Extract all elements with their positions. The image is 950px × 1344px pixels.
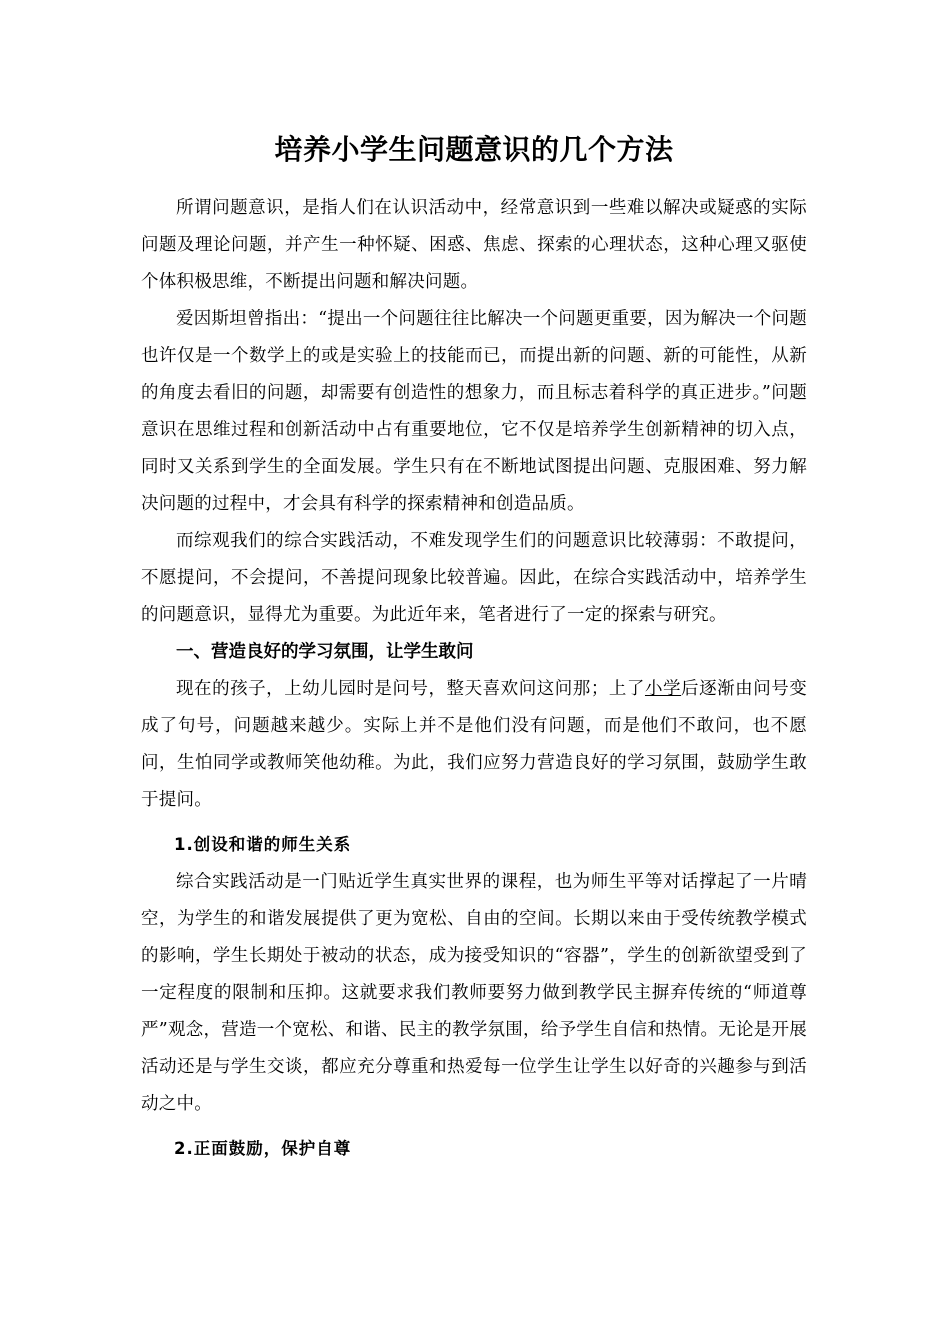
document-title: 培养小学生问题意识的几个方法 [274, 133, 674, 166]
paragraph-text-after-link: 后逐渐由问号变成了句号，问题越来越少。实际上并不是他们没有问题，而是他们不敢问，也不愿问，生怕同学或教师笑他幼稚。为此，我们应努力营造良好的学习氛围，鼓励学生敢于提问。 [141, 679, 808, 810]
paragraph-einstein-quote: 爱因斯坦曾指出：“提出一个问题往往比解决一个问题更重要，因为解决一个问题也许仅是一个数学上的或是实验上的技能而已，而提出新的问题、新的可能性，从新的角度去看旧的问题，却需要有创造性的想象力，而且标志着科学的真正进步。”问题意识在思维过程和创新活动中占有重要地位，它不仅是培养学生创新精神的切入点，同时又关系到学生的全面发展。学生只有在不断地试图提出问题、克服困难、努力解决问题的过程中，才会具有科学的探索精神和创造品质。 [141, 309, 807, 514]
paragraph-children-questions [141, 671, 807, 819]
paragraph-definition: 所谓问题意识，是指人们在认识活动中，经常意识到一些难以解决或疑惑的实际问题及理论问题，并产生一种怀疑、困惑、焦虑、探索的心理状态，这种心理又驱使个体积极思维，不断提出问题和解决问题。 [141, 198, 807, 292]
paragraph-teacher-student-relationship: 综合实践活动是一门贴近学生真实世界的课程，也为师生平等对话撑起了一片晴空，为学生的和谐发展提供了更为宽松、自由的空间。长期以来由于受传统教学模式的影响，学生长期处于被动的状态，成为接受知识的“容器”，学生的创新欲望受到了一定程度的限制和压抑。这就要求我们教师要努力做到教学民主摒弃传统的“师道尊严”观念，营造一个宽松、和谐、民主的教学氛围，给予学生自信和热情。无论是开展活动还是与学生交谈，都应充分尊重和热爱每一位学生让学生以好奇的兴趣参与到活动之中。 [141, 872, 807, 1114]
paragraph-text-before-link: 现在的孩子，上幼儿园时是问号，整天喜欢问这问那；上了 [176, 679, 645, 699]
section-heading-1: 一、营造良好的学习氛围，让学生敢问 [176, 642, 474, 662]
subsection-heading-2: 2.正面鼓励，保护自尊 [174, 1139, 352, 1158]
paragraph-current-situation: 而综观我们的综合实践活动，不难发现学生们的问题意识比较薄弱：不敢提问，不愿提问，不会提问，不善提问现象比较普遍。因此，在综合实践活动中，培养学生的问题意识，显得尤为重要。为此近年来，笔者进行了一定的探索与研究。 [141, 531, 807, 625]
subsection-heading-1: 1.创设和谐的师生关系 [174, 835, 352, 854]
document-body [141, 128, 807, 1168]
primary-school-link[interactable]: 小学 [644, 679, 682, 699]
